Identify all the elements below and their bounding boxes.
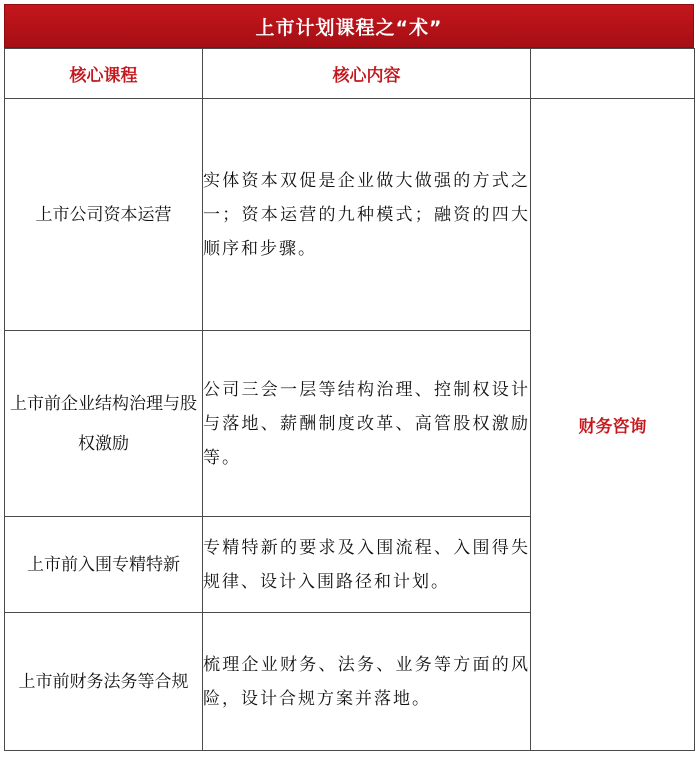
page-title: 上市计划课程之“术”	[255, 16, 443, 39]
course-cell: 上市前入围专精特新	[5, 517, 203, 613]
header-course: 核心课程	[5, 49, 203, 99]
course-cell: 上市前企业结构治理与股权激励	[5, 331, 203, 517]
content-cell: 专精特新的要求及入围流程、入围得失规律、设计入围路径和计划。	[203, 517, 531, 613]
header-content: 核心内容	[203, 49, 531, 99]
header-side	[531, 49, 695, 99]
course-table	[4, 48, 695, 751]
content-cell: 梳理企业财务、法务、业务等方面的风险，设计合规方案并落地。	[203, 613, 531, 751]
title-banner	[4, 4, 694, 48]
content-cell: 公司三会一层等结构治理、控制权设计与落地、薪酬制度改革、高管股权激励等。	[203, 331, 531, 517]
content-cell: 实体资本双促是企业做大做强的方式之一；资本运营的九种模式；融资的四大顺序和步骤。	[203, 99, 531, 331]
side-label-cell: 财务咨询	[531, 99, 695, 751]
course-cell: 上市公司资本运营	[5, 99, 203, 331]
course-cell: 上市前财务法务等合规	[5, 613, 203, 751]
table-row	[5, 99, 695, 331]
header-row	[5, 49, 695, 99]
